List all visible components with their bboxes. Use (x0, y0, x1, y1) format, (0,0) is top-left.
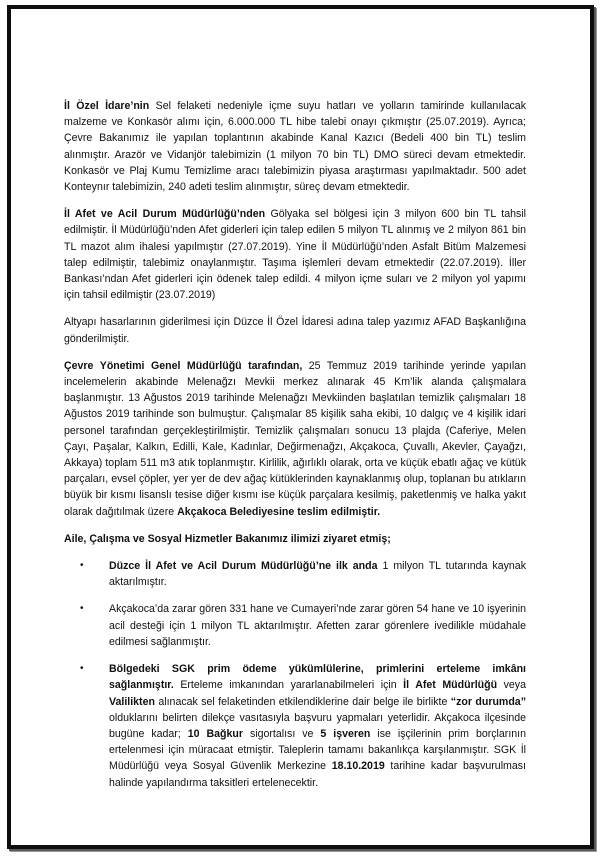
bold-text: Aile, Çalışma ve Sosyal Hizmetler Bakanımız ilimizi ziyaret etmiş; (64, 532, 391, 545)
text-run: Erteleme imkanından yararlanabilmeleri için (173, 679, 404, 692)
paragraph-bakan-ziyaret (64, 531, 526, 547)
paragraph-ozel-idare (64, 98, 526, 195)
bullet-dot-icon: • (80, 663, 84, 675)
text-run: Sel felaketi nedeniyle içme suyu hatları ve yolların tamirinde kullanılacak malzeme ve Konkasör alımı için, 6.000.000 TL hibe talebi onayı çıkmıştır (25.07.2019). Ayrıca; Çevre Bakanımız ile yapılan toplantının akabinde Kanal Kazıcı (Bedeli 400 bin TL) teslim alınmıştır. Arazör ve Vidanjör talebimizin (1 milyon 70 bin TL) DMO süreci devam etmektedir. Konkasör ve Plaj Kumu Temizlime aracı talebimizin piyasa araştırması yapılmaktadır. 500 adet Konteynır talebimizin, 240 adeti teslim alınmıştır, süreç devam etmektedir. (64, 100, 526, 194)
paragraph-cevre-yonetimi (64, 358, 526, 520)
bullet-dot-icon: • (80, 560, 84, 572)
list-item (64, 601, 526, 650)
bullet-list (64, 558, 526, 791)
bold-text: 5 işveren (320, 727, 371, 740)
text-run: Altyapı hasarlarının giderilmesi için Düzce İl Özel İdaresi adına talep yazımız AFAD Başkanlığına gönderilmiştir. (64, 316, 526, 345)
text-run: 25 Temmuz 2019 tarihinde yerinde yapılan incelemelerin akabinde Melenağzı Mevkii merkez alınarak 45 Km’lik alanda çalışmalara başlanmıştır. 13 Ağustos 2019 tarihinde Melenağzı Mevkiinden başlatılan temizlik çalışmaları 18 Ağustos 2019 tarihinde son bulmuştur. Çalışmalar 85 kişilik saha ekibi, 10 dalgıç ve 4 kişilik idari personel tarafından gerçekleştirilmiştir. Temizlik çalışmaları sonucu 13 plajda (Caferiye, Melen Çayı, Paşalar, Kalkın, Edilli, Kale, Kadınlar, Değirmenağzı, Akçakoca, Çuvallı, Akevler, Çayağzı, Akkaya) toplam 511 m3 atık toplanmıştır. Kirlilik, ağırlıklı olarak, orta ve küçük ebatlı ağaç ve kütük parçaları, evsel çöpler, yer yer de dev ağaç kütüklerinden kaynaklanmış olup, toplanan bu atıkların büyük bir kısmı lisanslı tesise diğer kısmı ise küçük parçalara kesilmiş, paketlenmiş ve halka yakıt olarak dağıtılmak üzere (64, 359, 527, 518)
bold-text: “zor durumda” (450, 695, 526, 708)
text-run: alınacak sel felaketinden etkilendiklerine dair belge ile birlikte (154, 695, 451, 708)
text-run: 1 milyon TL tutarında kaynak aktarılmıştır. (109, 560, 526, 589)
text-run: ise işçilerinin prim borçlarının ertelenmesi için müracaat etmiştir. Taleplerin tamamı bakanlıkça karşılanmıştır. SGK İl Müdürlüğü veya Sosyal Güvenlik Merkezine (109, 727, 526, 773)
list-item (64, 661, 526, 791)
bold-text: Akçakoca Belediyesine teslim edilmiştir. (177, 505, 381, 518)
bullet-dot-icon: • (80, 603, 84, 615)
text-run: veya (497, 679, 526, 692)
bold-text: Valilikten (109, 695, 155, 708)
paragraph-altyapi (64, 314, 526, 346)
bold-text: İl Afet Müdürlüğü (403, 679, 498, 692)
document-body (64, 98, 526, 802)
bold-text: Düzce İl Afet ve Acil Durum Müdürlüğü’ne ilk anda (109, 560, 378, 573)
text-run: Akçakoca’da zarar gören 331 hane ve Cumayeri’nde zarar gören 54 hane ve 10 işyerinin acil desteği için 1 milyon TL aktarılmıştır. Afetten zarar görenlere ivedilikle müdahale edilmesi sağlanmıştır. (109, 603, 526, 648)
bold-text: 10 Bağkur (187, 727, 243, 740)
bold-text: İl Afet ve Acil Durum Müdürlüğü’nden (64, 208, 266, 221)
paragraph-afet-acil (64, 206, 526, 303)
text-run: sigortalısı ve (242, 727, 321, 740)
paragraphs (64, 98, 526, 547)
list-item (64, 558, 526, 590)
bold-text: Çevre Yönetimi Genel Müdürlüğü tarafından, (64, 359, 303, 372)
text-run: olduklarını belirten dilekçe vasıtasıyla başvuru yapmaları yeterlidir. Akçakoca ilçesinde bugüne kadar; (109, 711, 526, 740)
bold-text: Bölgedeki SGK prim ödeme yükümlülerine, primlerini erteleme imkânı sağlanmıştır. (109, 663, 526, 692)
bold-text: 18.10.2019 (331, 760, 385, 773)
text-run: tarihine kadar başvurulması halinde yapılandırma taksitleri ertelenecektir. (109, 760, 527, 789)
bold-text: İl Özel İdare’nin (64, 100, 150, 112)
text-run: Gölyaka sel bölgesi için 3 milyon 600 bin TL tahsil edilmiştir. İl Müdürlüğü’nden Afet giderleri için talep edilen 5 milyon TL alınmış ve 2 milyon 861 bin TL mazot alım ihalesi yapılmıştır (27.07.2019). Yine İl Müdürlüğü’nden Asfalt Bitüm Malzemesi talep edilmiştir, talebimiz onaylanmıştır. Taşıma işlemleri devam etmektedir (22.07.2019). İller Bankası’ndan Afet giderleri için ödenek talep edildi. 4 milyon içme suları ve 2 milyon yol yapımı için tahsil edilmiştir (23.07.2019) (64, 208, 526, 302)
